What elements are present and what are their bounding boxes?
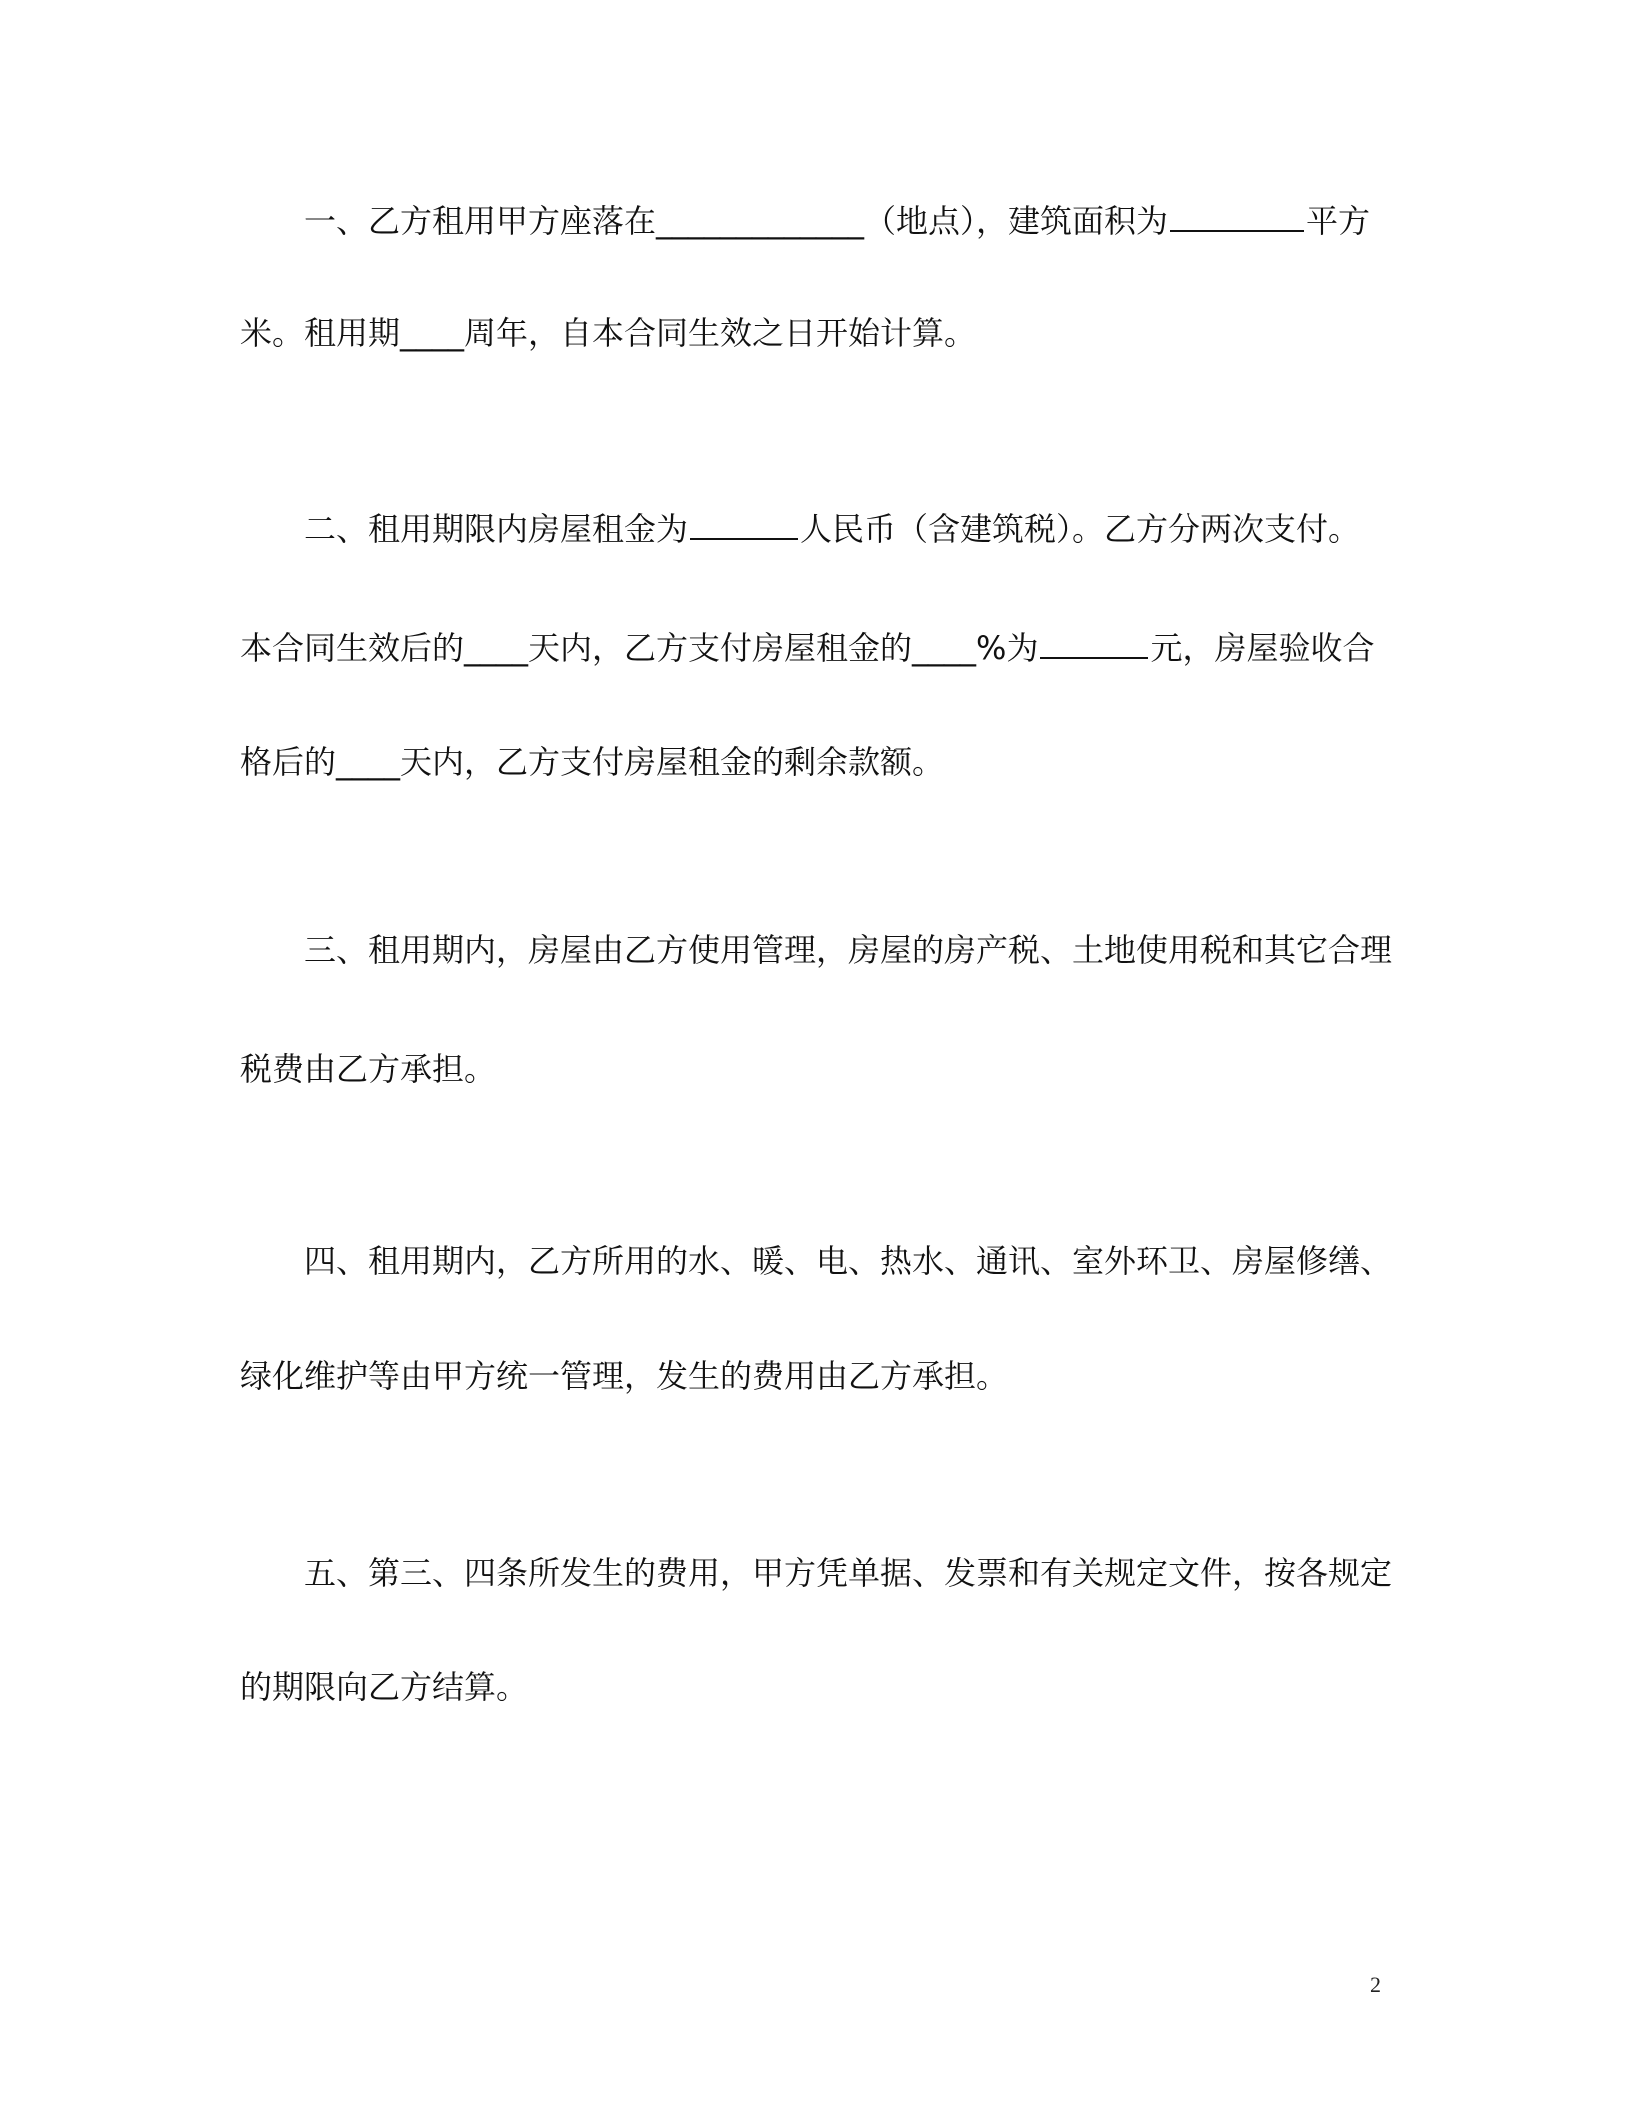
clause-4-line-2 <box>240 1356 1008 1396</box>
fill-in-blank <box>1170 200 1304 232</box>
clause-text: 人民币（含建筑税）。乙方分两次支付。 <box>800 510 1361 548</box>
clause-2-line-1 <box>304 508 1360 549</box>
clause-text: 绿化维护等由甲方统一管理，发生的费用由乙方承担。 <box>240 1357 1009 1395</box>
clause-3-line-1 <box>304 930 1392 970</box>
clause-text: 米。租用期 <box>240 314 401 352</box>
fill-in-blank: _____________ <box>656 202 865 240</box>
clause-text: 格后的 <box>240 743 337 781</box>
clause-4-line-1 <box>304 1241 1392 1281</box>
clause-text: 二、租用期限内房屋租金为 <box>304 510 689 548</box>
clause-3-line-2 <box>240 1049 496 1089</box>
clause-text: 税费由乙方承担。 <box>240 1050 497 1088</box>
clause-text: 四、租用期内，乙方所用的水、暖、电、热水、通讯、室外环卫、房屋修缮、 <box>304 1242 1393 1280</box>
clause-1-line-2 <box>240 313 976 353</box>
clause-text: 的期限向乙方结算。 <box>240 1668 529 1706</box>
clause-5-line-1 <box>304 1553 1392 1593</box>
clause-text: 五、第三、四条所发生的费用，甲方凭单据、发票和有关规定文件，按各规定 <box>304 1554 1393 1592</box>
fill-in-blank <box>1040 627 1148 659</box>
clause-text: 三、租用期内，房屋由乙方使用管理，房屋的房产税、土地使用税和其它合理 <box>304 931 1393 969</box>
clause-text: （地点），建筑面积为 <box>864 202 1169 240</box>
clause-5-line-2 <box>240 1667 528 1707</box>
clause-1-line-1 <box>304 200 1370 241</box>
fill-in-blank: ____ <box>464 629 529 667</box>
fill-in-blank: ____ <box>336 743 401 781</box>
fill-in-blank: ____ <box>912 629 977 667</box>
clause-text: 平方 <box>1306 202 1371 240</box>
clause-text: %为 <box>976 629 1039 667</box>
clause-text: 元，房屋验收合 <box>1150 629 1375 667</box>
clause-text: 本合同生效后的 <box>240 629 465 667</box>
clause-text: 天内，乙方支付房屋租金的 <box>528 629 913 667</box>
clause-text: 一、乙方租用甲方座落在 <box>304 202 657 240</box>
clause-2-line-2 <box>240 627 1374 668</box>
clause-text: 周年，自本合同生效之日开始计算。 <box>464 314 977 352</box>
fill-in-blank: ____ <box>400 314 465 352</box>
page-number: 2 <box>1370 1972 1381 1997</box>
clause-text: 天内，乙方支付房屋租金的剩余款额。 <box>400 743 945 781</box>
fill-in-blank <box>690 508 798 540</box>
clause-2-line-3 <box>240 742 944 782</box>
